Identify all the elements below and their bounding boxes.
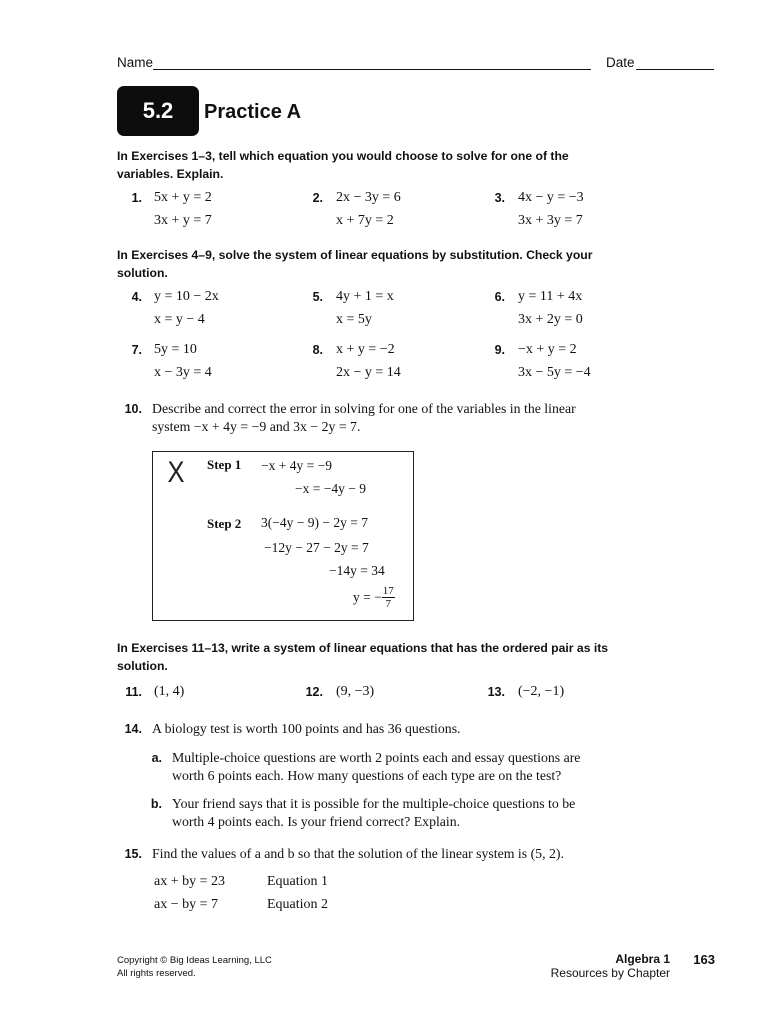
fraction-denominator: 7 [385,598,391,610]
equation-2-label: Equation 2 [267,897,329,912]
equation-1-label: Equation 1 [267,874,329,889]
step-1-line: −x = −4y − 9 [295,481,366,496]
part-a-label: a. [151,751,162,765]
exercise-number: 1. [131,191,142,205]
book-title: Algebra 1 [615,952,670,966]
exercise-10-prompt: Describe and correct the error in solving for one of the variables in the linear system −x + 4y = −9 and 3x − 2y = 7. [152,401,576,434]
resources-label: Resources by Chapter [550,966,670,980]
exercise-number: 12. [305,685,323,699]
exercise-number: 3. [494,191,505,205]
name-line[interactable] [153,69,591,70]
equation: 4y + 1 = x [336,289,394,304]
exercise-number: 7. [131,343,142,357]
step-2-final-line [353,585,395,610]
copyright-text: Copyright © Big Ideas Learning, LLC [117,955,272,966]
exercise-number: 8. [312,343,323,357]
exercise-number: 2. [312,191,323,205]
exercise-number: 6. [494,290,505,304]
equation: 3x + y = 7 [154,213,212,228]
page-title: Practice A [204,101,302,123]
equation: x = 5y [336,312,372,327]
step-2-line: 3(−4y − 9) − 2y = 7 [261,515,368,530]
date-line[interactable] [636,69,714,70]
step-1-label: Step 1 [207,457,242,472]
equation: x = y − 4 [154,312,205,327]
equation: 3x + 3y = 7 [518,213,583,228]
exercise-number: 10. [124,402,142,416]
instructions-11-13: In Exercises 11–13, write a system of linear equations that has the ordered pair as its solution. [117,641,609,673]
equation: 2x − y = 14 [336,365,401,380]
equation-1: ax + by = 23 [154,874,226,889]
exercise-14-prompt: A biology test is worth 100 points and has 36 questions. [152,721,461,736]
exercise-number: 9. [494,343,505,357]
ordered-pair: (1, 4) [154,684,185,699]
exercise-number: 11. [125,685,142,699]
rights-text: All rights reserved. [117,968,196,979]
equation: x − 3y = 4 [154,365,212,380]
instructions-1-3: In Exercises 1–3, tell which equation you would choose to solve for one of the variables. Explain. [117,149,569,181]
exercise-number: 15. [124,847,142,861]
exercise-number: 4. [131,290,142,304]
step-2-label: Step 2 [207,516,242,531]
exercise-number: 13. [487,685,505,699]
part-b-label: b. [150,797,162,811]
page-number: 163 [693,952,715,967]
step-2-line: −14y = 34 [329,563,385,578]
step-2-line: −12y − 27 − 2y = 7 [264,540,369,555]
equation: 5y = 10 [154,342,197,357]
ordered-pair: (9, −3) [336,684,375,699]
ordered-pair: (−2, −1) [518,684,565,699]
equation: y = 10 − 2x [154,289,219,304]
exercise-number: 14. [124,722,142,736]
equation: −x + y = 2 [518,342,577,357]
equation: 3x + 2y = 0 [518,312,583,327]
equation: 2x − 3y = 6 [336,190,401,205]
exercise-number: 5. [312,290,323,304]
equation: 5x + y = 2 [154,190,212,205]
instructions-4-9: In Exercises 4–9, solve the system of linear equations by substitution. Check your solution. [117,248,593,280]
final-lhs: y = − [353,589,382,605]
date-label: Date [606,55,635,70]
equation: y = 11 + 4x [518,289,583,304]
section-number-badge: 5.2 [117,86,199,136]
equation-2: ax − by = 7 [154,897,219,912]
fraction-numerator: 17 [382,585,394,597]
equation: x + y = −2 [336,342,395,357]
error-box [152,451,414,621]
name-label: Name [117,55,154,70]
exercise-15-prompt: Find the values of a and b so that the solution of the linear system is (5, 2). [152,846,564,861]
equation: 3x − 5y = −4 [518,365,591,380]
fraction [382,585,395,610]
exercise-14b-prompt: Your friend says that it is possible for the multiple-choice questions to be worth 4 points each. Is your friend correct? Explain. [172,796,576,829]
exercise-14a-prompt: Multiple-choice questions are worth 2 points each and essay questions are worth 6 points each. How many questions of each type are on the test? [172,750,581,783]
error-x-icon: X [167,456,185,489]
equation: 4x − y = −3 [518,190,584,205]
equation: x + 7y = 2 [336,213,394,228]
step-1-line: −x + 4y = −9 [261,458,332,473]
